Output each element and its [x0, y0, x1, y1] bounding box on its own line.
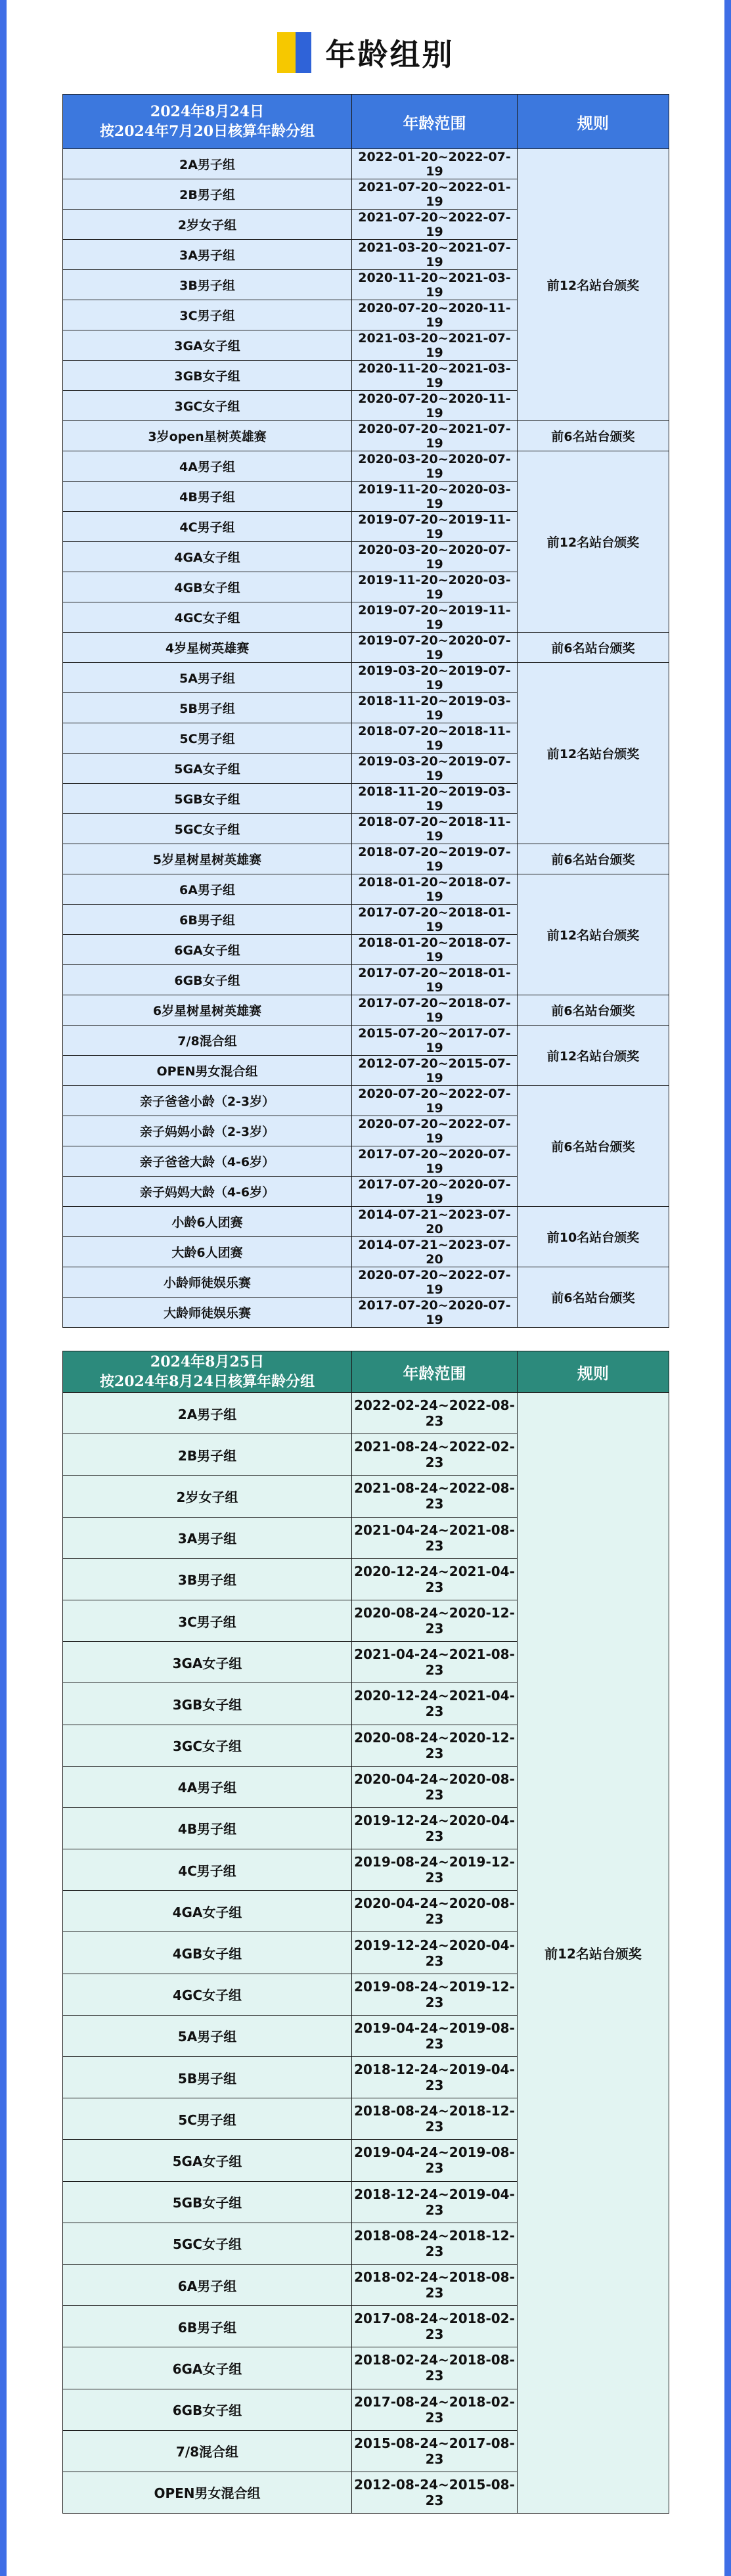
group-name-cell: 6B男子组 [63, 2306, 352, 2347]
table-row [63, 451, 669, 482]
table-row [63, 633, 669, 663]
age-range-cell: 2022-01-20~2022-07-19 [352, 149, 518, 179]
table-row [63, 1086, 669, 1116]
age-range-cell: 2014-07-21~2023-07-20 [352, 1207, 518, 1237]
age-range-cell: 2019-07-20~2019-11-19 [352, 602, 518, 633]
age-range-cell: 2021-08-24~2022-08-23 [352, 1476, 518, 1517]
age-range-cell: 2019-03-20~2019-07-19 [352, 663, 518, 693]
group-name-cell: 5B男子组 [63, 2057, 352, 2098]
group-name-cell: 2B男子组 [63, 1434, 352, 1476]
group-name-cell: 3GA女子组 [63, 330, 352, 361]
header-group-cell [63, 1351, 352, 1393]
age-range-cell: 2017-07-20~2020-07-19 [352, 1298, 518, 1328]
group-name-cell: 7/8混合组 [63, 1026, 352, 1056]
group-name-cell: 5GB女子组 [63, 784, 352, 814]
age-group-table-aug-25 [62, 1351, 669, 2514]
group-name-cell: 6GB女子组 [63, 965, 352, 995]
group-name-cell: 6B男子组 [63, 905, 352, 935]
award-rule-cell: 前6名站台颁奖 [518, 1086, 669, 1207]
table-row [63, 995, 669, 1026]
age-range-cell: 2018-12-24~2019-04-23 [352, 2181, 518, 2223]
title-block [0, 26, 731, 79]
group-name-cell: 2A男子组 [63, 1393, 352, 1434]
age-range-cell: 2018-12-24~2019-04-23 [352, 2057, 518, 2098]
age-range-cell: 2019-04-24~2019-08-23 [352, 2140, 518, 2181]
age-range-cell: 2020-12-24~2021-04-23 [352, 1683, 518, 1725]
age-range-cell: 2017-07-20~2020-07-19 [352, 1146, 518, 1177]
group-name-cell: 3GB女子组 [63, 1683, 352, 1725]
group-name-cell: 亲子爸爸大龄（4-6岁） [63, 1146, 352, 1177]
award-rule-cell: 前6名站台颁奖 [518, 421, 669, 451]
group-name-cell: 4GB女子组 [63, 572, 352, 602]
age-range-cell: 2018-07-20~2018-11-19 [352, 814, 518, 844]
age-range-cell: 2020-03-20~2020-07-19 [352, 451, 518, 482]
group-name-cell: 亲子爸爸小龄（2-3岁） [63, 1086, 352, 1116]
group-name-cell: 6GA女子组 [63, 935, 352, 965]
group-name-cell: 4A男子组 [63, 1766, 352, 1807]
age-range-cell: 2017-07-20~2020-07-19 [352, 1177, 518, 1207]
group-name-cell: 5C男子组 [63, 723, 352, 754]
award-rule-cell: 前12名站台颁奖 [518, 451, 669, 633]
age-range-cell: 2021-04-24~2021-08-23 [352, 1517, 518, 1558]
award-rule-cell: 前6名站台颁奖 [518, 995, 669, 1026]
award-rule-cell: 前12名站台颁奖 [518, 874, 669, 995]
group-name-cell: 3GC女子组 [63, 391, 352, 421]
table-row [63, 1393, 669, 1434]
age-range-cell: 2018-08-24~2018-12-23 [352, 2223, 518, 2264]
award-rule-cell: 前12名站台颁奖 [518, 1026, 669, 1086]
group-name-cell: 5A男子组 [63, 2015, 352, 2056]
group-name-cell: 4GB女子组 [63, 1932, 352, 1974]
page-title: 年龄组别 [325, 37, 454, 72]
age-range-cell: 2018-02-24~2018-08-23 [352, 2347, 518, 2389]
table-row [63, 663, 669, 693]
award-rule-cell: 前6名站台颁奖 [518, 1267, 669, 1328]
group-name-cell: 5GA女子组 [63, 2140, 352, 2181]
age-range-cell: 2019-11-20~2020-03-19 [352, 482, 518, 512]
group-name-cell: 3岁open星树英雄赛 [63, 421, 352, 451]
award-rule-cell: 前10名站台颁奖 [518, 1207, 669, 1267]
age-range-cell: 2019-07-20~2020-07-19 [352, 633, 518, 663]
age-range-cell: 2019-12-24~2020-04-23 [352, 1932, 518, 1974]
age-range-cell: 2019-07-20~2019-11-19 [352, 512, 518, 542]
group-name-cell: 5GB女子组 [63, 2181, 352, 2223]
age-range-cell: 2018-11-20~2019-03-19 [352, 693, 518, 723]
age-range-cell: 2020-03-20~2020-07-19 [352, 542, 518, 572]
table-row [63, 844, 669, 874]
group-name-cell: 5GA女子组 [63, 754, 352, 784]
table-body [63, 149, 669, 1328]
age-range-cell: 2019-08-24~2019-12-23 [352, 1974, 518, 2015]
age-range-cell: 2021-03-20~2021-07-19 [352, 330, 518, 361]
group-name-cell: 4B男子组 [63, 482, 352, 512]
group-name-cell: 3B男子组 [63, 1558, 352, 1600]
table-row [63, 1207, 669, 1237]
award-rule-cell: 前6名站台颁奖 [518, 633, 669, 663]
age-range-cell: 2019-11-20~2020-03-19 [352, 572, 518, 602]
group-name-cell: OPEN男女混合组 [63, 2472, 352, 2513]
age-range-cell: 2017-07-20~2018-01-19 [352, 905, 518, 935]
group-name-cell: 5GC女子组 [63, 2223, 352, 2264]
group-name-cell: 5A男子组 [63, 663, 352, 693]
group-name-cell: 5GC女子组 [63, 814, 352, 844]
age-range-cell: 2018-02-24~2018-08-23 [352, 2264, 518, 2305]
table-row [63, 1267, 669, 1298]
group-name-cell: 5C男子组 [63, 2098, 352, 2140]
award-rule-cell: 前12名站台颁奖 [518, 663, 669, 844]
group-name-cell: 7/8混合组 [63, 2430, 352, 2472]
left-accent-bar [0, 0, 7, 2576]
age-range-cell: 2019-12-24~2020-04-23 [352, 1807, 518, 1849]
table-row [63, 421, 669, 451]
group-name-cell: OPEN男女混合组 [63, 1056, 352, 1086]
table-header-row [63, 1351, 669, 1393]
age-range-cell: 2020-07-20~2022-07-19 [352, 1086, 518, 1116]
header-age-range: 年龄范围 [352, 1351, 518, 1393]
header-date: 2024年8月24日 [150, 103, 265, 120]
group-name-cell: 3A男子组 [63, 1517, 352, 1558]
age-range-cell: 2018-08-24~2018-12-23 [352, 2098, 518, 2140]
group-name-cell: 4C男子组 [63, 512, 352, 542]
age-range-cell: 2021-07-20~2022-01-19 [352, 179, 518, 210]
group-name-cell: 5B男子组 [63, 693, 352, 723]
age-range-cell: 2019-03-20~2019-07-19 [352, 754, 518, 784]
group-name-cell: 4GC女子组 [63, 1974, 352, 2015]
group-name-cell: 5岁星树星树英雄赛 [63, 844, 352, 874]
age-range-cell: 2021-08-24~2022-02-23 [352, 1434, 518, 1476]
group-name-cell: 3A男子组 [63, 240, 352, 270]
age-range-cell: 2020-07-20~2020-11-19 [352, 300, 518, 330]
table-body [63, 1393, 669, 2514]
group-name-cell: 2B男子组 [63, 179, 352, 210]
age-range-cell: 2018-07-20~2019-07-19 [352, 844, 518, 874]
group-name-cell: 6A男子组 [63, 874, 352, 905]
group-name-cell: 4岁星树英雄赛 [63, 633, 352, 663]
group-name-cell: 4A男子组 [63, 451, 352, 482]
header-basis: 按2024年8月24日核算年龄分组 [99, 1373, 315, 1390]
group-name-cell: 3C男子组 [63, 300, 352, 330]
group-name-cell: 大龄师徒娱乐赛 [63, 1298, 352, 1328]
group-name-cell: 3GA女子组 [63, 1642, 352, 1683]
group-name-cell: 4GC女子组 [63, 602, 352, 633]
age-range-cell: 2021-07-20~2022-07-19 [352, 210, 518, 240]
age-range-cell: 2020-11-20~2021-03-19 [352, 361, 518, 391]
age-range-cell: 2020-07-20~2022-07-19 [352, 1267, 518, 1298]
award-rule-cell: 前12名站台颁奖 [518, 149, 669, 421]
group-name-cell: 3B男子组 [63, 270, 352, 300]
table-row [63, 874, 669, 905]
group-name-cell: 2岁女子组 [63, 1476, 352, 1517]
age-range-cell: 2017-07-20~2018-01-19 [352, 965, 518, 995]
age-range-cell: 2017-08-24~2018-02-23 [352, 2389, 518, 2430]
right-accent-bar [724, 0, 731, 2576]
age-range-cell: 2018-01-20~2018-07-19 [352, 935, 518, 965]
age-range-cell: 2017-07-20~2018-07-19 [352, 995, 518, 1026]
age-range-cell: 2018-01-20~2018-07-19 [352, 874, 518, 905]
flag-icon [277, 32, 311, 73]
group-name-cell: 4GA女子组 [63, 542, 352, 572]
age-range-cell: 2014-07-21~2023-07-20 [352, 1237, 518, 1267]
award-rule-cell: 前6名站台颁奖 [518, 844, 669, 874]
age-range-cell: 2020-07-20~2021-07-19 [352, 421, 518, 451]
award-rule-cell: 前12名站台颁奖 [518, 1393, 669, 2514]
group-name-cell: 4B男子组 [63, 1807, 352, 1849]
group-name-cell: 4C男子组 [63, 1849, 352, 1891]
age-range-cell: 2015-08-24~2017-08-23 [352, 2430, 518, 2472]
group-name-cell: 小龄6人团赛 [63, 1207, 352, 1237]
age-range-cell: 2020-04-24~2020-08-23 [352, 1766, 518, 1807]
group-name-cell: 3GB女子组 [63, 361, 352, 391]
age-range-cell: 2020-04-24~2020-08-23 [352, 1891, 518, 1932]
group-name-cell: 2岁女子组 [63, 210, 352, 240]
header-age-range: 年龄范围 [352, 95, 518, 149]
group-name-cell: 亲子妈妈大龄（4-6岁） [63, 1177, 352, 1207]
age-range-cell: 2020-11-20~2021-03-19 [352, 270, 518, 300]
group-name-cell: 3GC女子组 [63, 1725, 352, 1766]
age-range-cell: 2018-07-20~2018-11-19 [352, 723, 518, 754]
group-name-cell: 6岁星树星树英雄赛 [63, 995, 352, 1026]
age-range-cell: 2020-08-24~2020-12-23 [352, 1725, 518, 1766]
table-row [63, 1026, 669, 1056]
age-range-cell: 2021-04-24~2021-08-23 [352, 1642, 518, 1683]
age-range-cell: 2022-02-24~2022-08-23 [352, 1393, 518, 1434]
header-rule: 规则 [518, 95, 669, 149]
group-name-cell: 6GA女子组 [63, 2347, 352, 2389]
age-range-cell: 2017-08-24~2018-02-23 [352, 2306, 518, 2347]
age-range-cell: 2020-08-24~2020-12-23 [352, 1600, 518, 1641]
group-name-cell: 6A男子组 [63, 2264, 352, 2305]
group-name-cell: 大龄6人团赛 [63, 1237, 352, 1267]
age-range-cell: 2019-04-24~2019-08-23 [352, 2015, 518, 2056]
group-name-cell: 4GA女子组 [63, 1891, 352, 1932]
age-range-cell: 2020-07-20~2020-11-19 [352, 391, 518, 421]
age-range-cell: 2019-08-24~2019-12-23 [352, 1849, 518, 1891]
age-group-table-aug-24 [62, 94, 669, 1328]
age-range-cell: 2012-07-20~2015-07-19 [352, 1056, 518, 1086]
group-name-cell: 2A男子组 [63, 149, 352, 179]
group-name-cell: 亲子妈妈小龄（2-3岁） [63, 1116, 352, 1146]
table-header-row [63, 95, 669, 149]
header-date: 2024年8月25日 [150, 1353, 265, 1370]
age-range-cell: 2020-07-20~2022-07-19 [352, 1116, 518, 1146]
group-name-cell: 3C男子组 [63, 1600, 352, 1641]
header-rule: 规则 [518, 1351, 669, 1393]
age-range-cell: 2018-11-20~2019-03-19 [352, 784, 518, 814]
age-range-cell: 2015-07-20~2017-07-19 [352, 1026, 518, 1056]
group-name-cell: 小龄师徒娱乐赛 [63, 1267, 352, 1298]
age-range-cell: 2020-12-24~2021-04-23 [352, 1558, 518, 1600]
group-name-cell: 6GB女子组 [63, 2389, 352, 2430]
header-group-cell [63, 95, 352, 149]
age-range-cell: 2021-03-20~2021-07-19 [352, 240, 518, 270]
table-row [63, 149, 669, 179]
header-basis: 按2024年7月20日核算年龄分组 [99, 123, 315, 140]
age-range-cell: 2012-08-24~2015-08-23 [352, 2472, 518, 2513]
